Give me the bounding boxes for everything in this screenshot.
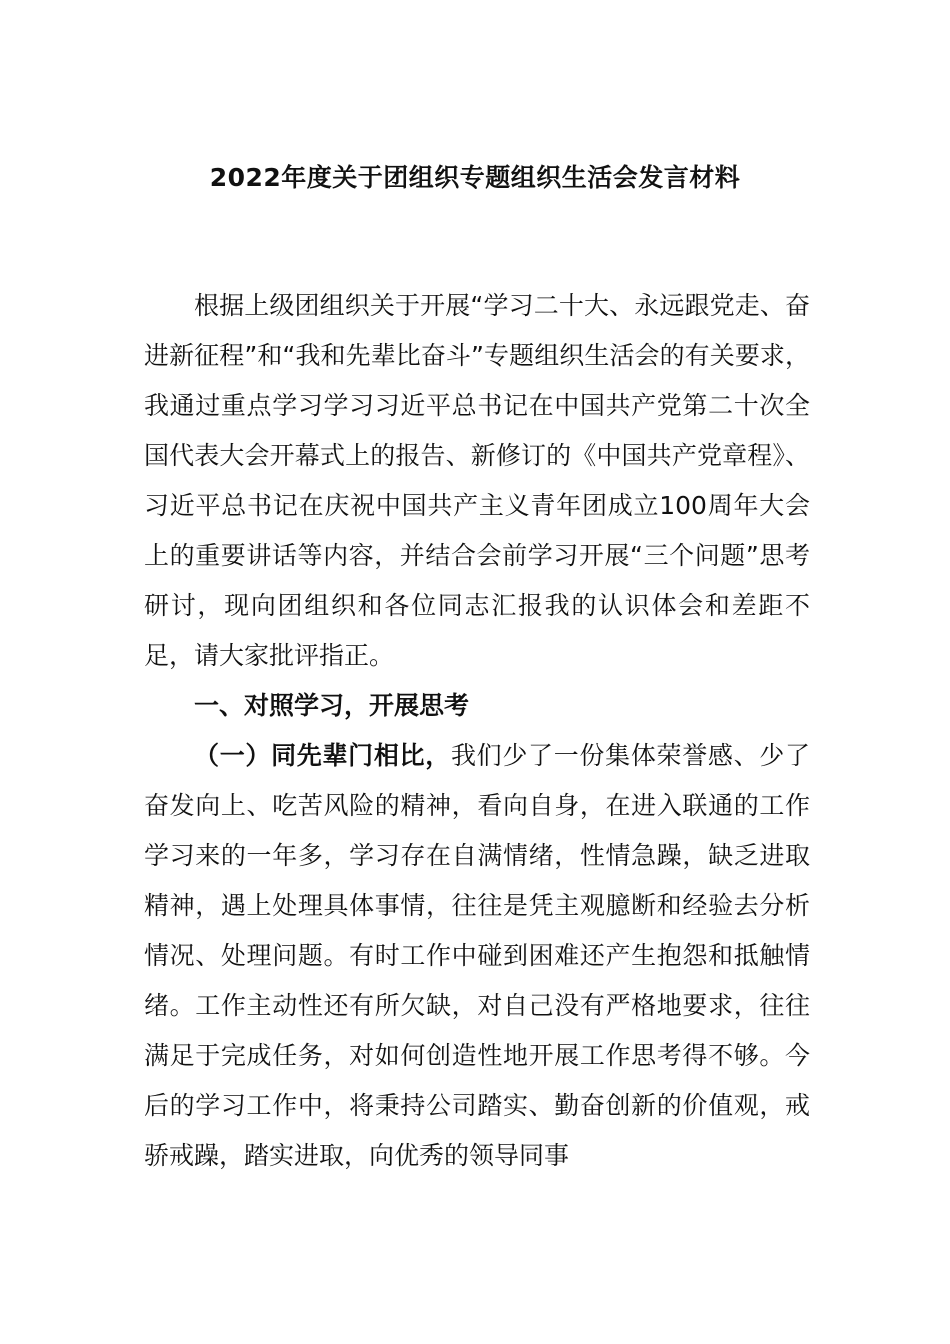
intro-paragraph: 根据上级团组织关于开展“学习二十大、永远跟党走、奋进新征程”和“我和先辈比奋斗”专题组织生活会的有关要求，我通过重点学习学习习近平总书记在中国共产党第二十次全国代表大会开幕式上的报告、新修订的《中国共产党章程》、习近平总书记在庆祝中国共产主义青年团成立100周年大会上的重要讲话等内容，并结合会前学习开展“三个问题”思考研讨，现向团组织和各位同志汇报我的认识体会和差距不足，请大家批评指正。: [144, 291, 810, 670]
subsection-text: 我们少了一份集体荣誉感、少了奋发向上、吃苦风险的精神，看向自身，在进入联通的工作学习来的一年多，学习存在自满情绪，性情急躁，缺乏进取精神，遇上处理具体事情，往往是凭主观臆断和经验去分析情况、处理问题。有时工作中碰到困难还产生抱怨和抵触情绪。工作主动性还有所欠缺，对自己没有严格地要求，往往满足于完成任务，对如何创造性地开展工作思考得不够。今后的学习工作中，将秉持公司踏实、勤奋创新的价值观，戒骄戒躁，踏实进取，向优秀的领导同事: [144, 741, 810, 1170]
section-heading: 一、对照学习，开展思考: [194, 691, 470, 720]
subsection-paragraph: [144, 731, 810, 1181]
document-title: 2022年度关于团组织专题组织生活会发言材料: [209, 163, 741, 192]
document-body: [144, 281, 810, 1181]
subsection-lead: （一）同先辈门相比，: [194, 741, 451, 770]
